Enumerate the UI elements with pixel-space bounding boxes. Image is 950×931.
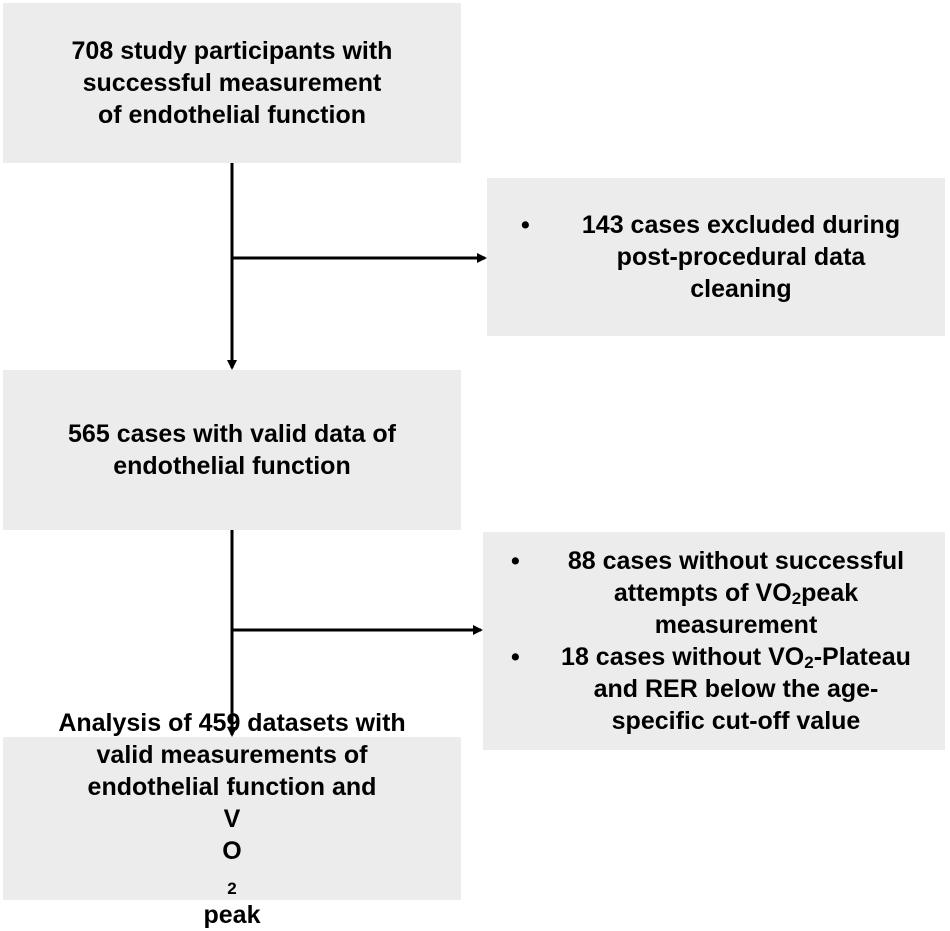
exclusion-2-item-2-line-2: and RER below the age- bbox=[593, 675, 879, 703]
valid-data-line-2: endothelial function bbox=[113, 452, 351, 480]
exclusion-2-item-2-line-3: specific cut-off value bbox=[611, 707, 861, 735]
exclusion-1-line-2: post-procedural data bbox=[616, 243, 866, 271]
bullet-icon: • bbox=[521, 211, 530, 239]
v-dot-symbol: ˙ V bbox=[756, 577, 773, 609]
analysis-line-3: endothelial function and bbox=[87, 772, 377, 801]
analysis-line-1: Analysis of 459 datasets with bbox=[58, 708, 406, 737]
exclusion-2-item-1-line-2: attempts of ˙ $VO_2peak$ bbox=[545, 577, 927, 609]
bullet-icon: • bbox=[511, 643, 520, 671]
exclusion-1-line-1: 143 cases excluded during bbox=[581, 211, 901, 239]
v-dot-symbol: ˙ V bbox=[58, 803, 405, 835]
exclusion-2-item-1-line-3: measurement bbox=[654, 611, 818, 639]
exclusion-1-line-3: cleaning bbox=[690, 275, 792, 303]
exclusion-2-item-1-line-1: 88 cases without successful bbox=[567, 547, 905, 575]
v-dot-symbol: ˙ V bbox=[768, 641, 785, 673]
analysis-line-4: ˙ V O $_2$ peak bbox=[58, 803, 405, 931]
analysis-line-2: valid measurements of bbox=[96, 740, 368, 769]
valid-data-line-1: 565 cases with valid data of bbox=[68, 420, 396, 448]
participants-line-2: successful measurement bbox=[82, 69, 382, 97]
exclusion-2-item-2-line-1: 18 cases without ˙ $VO_2$-Plateau bbox=[545, 641, 927, 673]
participants-line-1: 708 study participants with bbox=[71, 37, 393, 65]
bullet-icon: • bbox=[511, 547, 520, 575]
participants-line-3: of endothelial function bbox=[97, 101, 366, 129]
